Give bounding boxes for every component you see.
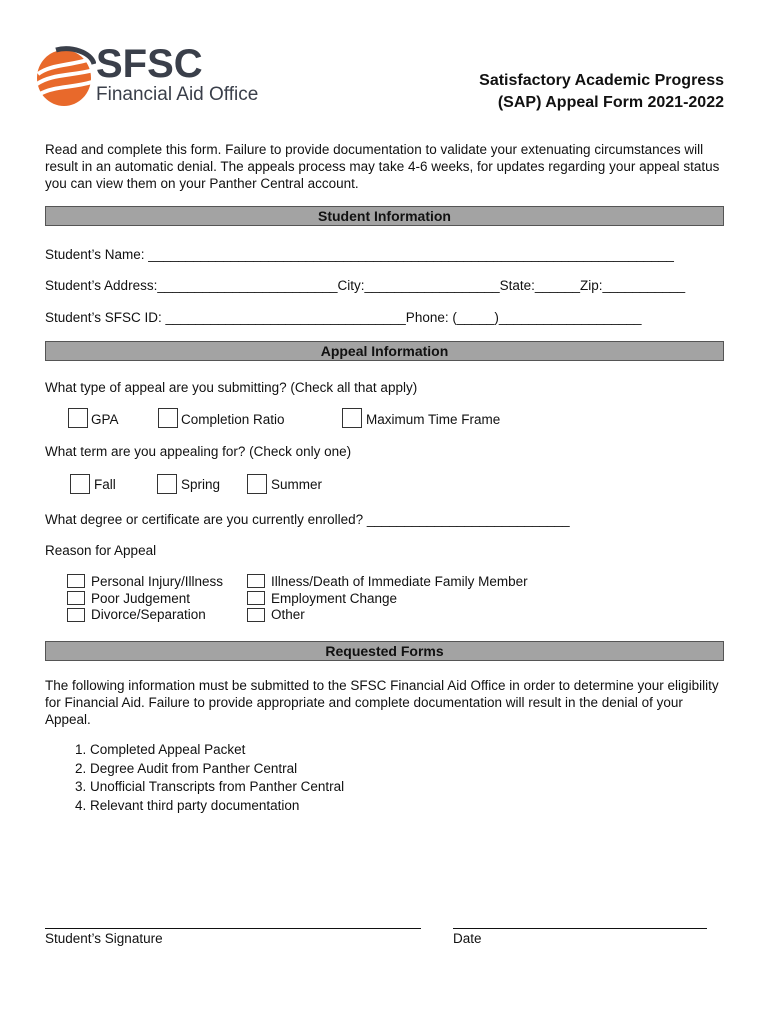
- title-line-2: (SAP) Appeal Form 2021-2022: [497, 94, 724, 111]
- fall-checkbox[interactable]: [70, 474, 90, 494]
- summer-checkbox[interactable]: [247, 474, 267, 494]
- reason-employment-change: Employment Change: [271, 590, 398, 606]
- max-time-frame-label: Maximum Time Frame: [366, 412, 501, 427]
- completion-ratio-label: Completion Ratio: [181, 412, 285, 427]
- personal-injury-checkbox[interactable]: [67, 574, 85, 588]
- gpa-label: GPA: [91, 412, 119, 427]
- gpa-checkbox[interactable]: [68, 408, 88, 428]
- summer-label: Summer: [271, 477, 323, 492]
- sfsc-logo-icon: [36, 44, 96, 110]
- term-question: What term are you appealing for? (Check only one): [45, 444, 352, 459]
- reason-poor-judgement: Poor Judgement: [91, 590, 191, 606]
- family-illness-checkbox[interactable]: [247, 574, 265, 588]
- section-requested-forms: Requested Forms: [45, 641, 724, 661]
- list-item: 4. Relevant third party documentation: [90, 797, 344, 816]
- form-title: [479, 70, 724, 114]
- spring-checkbox[interactable]: [157, 474, 177, 494]
- intro-text: Read and complete this form. Failure to provide documentation to validate your extenuating circumstances will result in an automatic denial. The appeals process may take 4-6 weeks, for updates regarding your appeal status you can view them on your Panther Central account.: [45, 142, 720, 191]
- title-line-1: Satisfactory Academic Progress: [479, 72, 724, 89]
- max-time-frame-checkbox[interactable]: [342, 408, 362, 428]
- completion-ratio-checkbox[interactable]: [158, 408, 178, 428]
- section-student-information: Student Information: [45, 206, 724, 226]
- degree-question-field[interactable]: What degree or certificate are you currently enrolled? ___________________________: [45, 512, 570, 527]
- student-id-field[interactable]: Student’s SFSC ID: ________________________________Phone: (_____)___________________: [45, 310, 642, 325]
- student-address-field[interactable]: Student’s Address:________________________City:__________________State:______Zip:___________: [45, 278, 686, 293]
- reasons-right-list: [271, 574, 528, 624]
- reason-label: Reason for Appeal: [45, 543, 157, 558]
- date-line[interactable]: [453, 928, 707, 929]
- poor-judgement-checkbox[interactable]: [67, 591, 85, 605]
- appeal-type-question: What type of appeal are you submitting? (Check all that apply): [45, 380, 418, 395]
- employment-change-checkbox[interactable]: [247, 591, 265, 605]
- reason-family-illness: Illness/Death of Immediate Family Member: [271, 574, 528, 589]
- reason-personal-injury: Personal Injury/Illness: [91, 574, 224, 589]
- student-name-field[interactable]: Student’s Name: ______________________________________________________________________: [45, 247, 674, 262]
- reason-divorce: Divorce/Separation: [91, 607, 206, 622]
- fall-label: Fall: [94, 477, 116, 492]
- divorce-checkbox[interactable]: [67, 608, 85, 622]
- list-item: 3. Unofficial Transcripts from Panther Central: [90, 778, 344, 797]
- section-appeal-information: Appeal Information: [45, 341, 724, 361]
- reasons-left-list: [91, 574, 223, 624]
- signature-line[interactable]: [45, 928, 421, 929]
- spring-label: Spring: [181, 477, 221, 492]
- logo-text: SFSC: [96, 42, 203, 86]
- reason-other: Other: [271, 607, 305, 622]
- date-label: Date: [453, 931, 482, 946]
- list-item: 2. Degree Audit from Panther Central: [90, 760, 344, 779]
- other-checkbox[interactable]: [247, 608, 265, 622]
- requested-forms-list: [45, 741, 344, 815]
- logo-subtitle: Financial Aid Office: [96, 84, 259, 105]
- list-item: 1. Completed Appeal Packet: [90, 741, 344, 760]
- signature-label: Student’s Signature: [45, 931, 163, 946]
- requested-forms-description: The following information must be submitted to the SFSC Financial Aid Office in order to determine your eligibility for Financial Aid. Failure to provide appropriate and complete documentation will result in the denial of your Appeal.: [45, 678, 719, 727]
